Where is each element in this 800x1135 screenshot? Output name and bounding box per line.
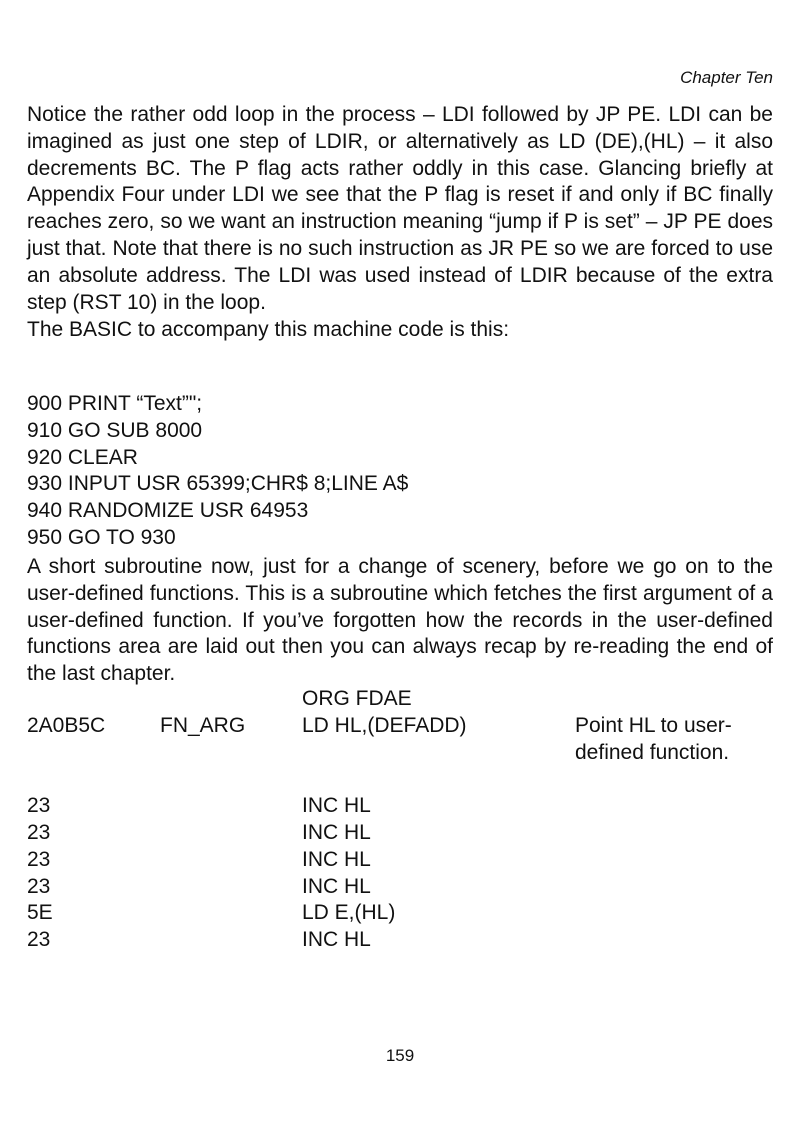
paragraph-text: Notice the rather odd loop in the process – LDI followed by JP PE. LDI can be imagined as just one step of LDIR, or alternatively as LD (DE),(HL) – it also decrements BC. The P flag acts rather oddly in this case. Glancing briefly at Appendix Four under LDI we see that the P flag is reset if and only if BC finally reaches zero, so we want an instruction meaning “jump if P is set” – JP PE does just that. Note that there is no such instruction as JR PE so we are forced to use an absolute address. The LDI was used instead of LDIR because of the extra step (RST 10) in the loop. <box>27 103 773 314</box>
code-instruction: INC HL <box>302 928 371 952</box>
code-instruction: INC HL <box>302 874 371 898</box>
basic-listing <box>27 391 773 552</box>
code-hex: 2A0B5C <box>27 713 106 737</box>
code-hex: 23 <box>27 874 51 898</box>
chapter-header: Chapter Ten <box>680 68 773 87</box>
code-instruction: INC HL <box>302 794 371 818</box>
code-row <box>27 874 787 901</box>
paragraph-text: A short subroutine now, just for a change of scenery, before we go on to the user-defined functions. This is a subroutine which fetches the first argument of a user-defined function. If you’ve forgotten how the records in the user-defined functions area are laid out then you can always recap by re-reading the end of the last chapter. <box>27 555 773 686</box>
code-instruction: LD E,(HL) <box>302 901 396 925</box>
code-row <box>27 820 787 847</box>
code-instruction: LD HL,(DEFADD) <box>302 713 467 737</box>
code-instruction: INC HL <box>302 820 371 844</box>
code-instruction: ORG FDAE <box>302 687 412 710</box>
page-number: 159 <box>385 1046 415 1065</box>
paragraph-basic-intro: The BASIC to accompany this machine code is this: <box>27 318 510 341</box>
code-label: FN_ARG <box>160 713 246 737</box>
code-row <box>27 927 787 954</box>
basic-line: 920 CLEAR <box>27 445 138 469</box>
paragraph-ldi-loop <box>27 102 773 316</box>
code-comment: Point HL to user-defined function. <box>575 713 732 764</box>
paragraph-subroutine-intro <box>27 554 773 688</box>
basic-line: 910 GO SUB 8000 <box>27 418 203 442</box>
code-row <box>27 847 787 874</box>
code-hex: 23 <box>27 794 51 818</box>
code-hex: 23 <box>27 928 51 952</box>
code-hex: 5E <box>27 901 53 925</box>
code-row <box>27 713 787 793</box>
code-instruction: INC HL <box>302 847 371 871</box>
assembly-listing <box>27 686 787 954</box>
basic-line: 950 GO TO 930 <box>27 525 176 549</box>
code-row <box>27 686 787 713</box>
basic-line: 940 RANDOMIZE USR 64953 <box>27 499 309 523</box>
code-row <box>27 900 787 927</box>
code-hex: 23 <box>27 847 51 871</box>
code-row <box>27 793 787 820</box>
basic-line: 900 PRINT “Text”"; <box>27 392 203 415</box>
basic-line: 930 INPUT USR 65399;CHR$ 8;LINE A$ <box>27 472 409 496</box>
code-hex: 23 <box>27 820 51 844</box>
